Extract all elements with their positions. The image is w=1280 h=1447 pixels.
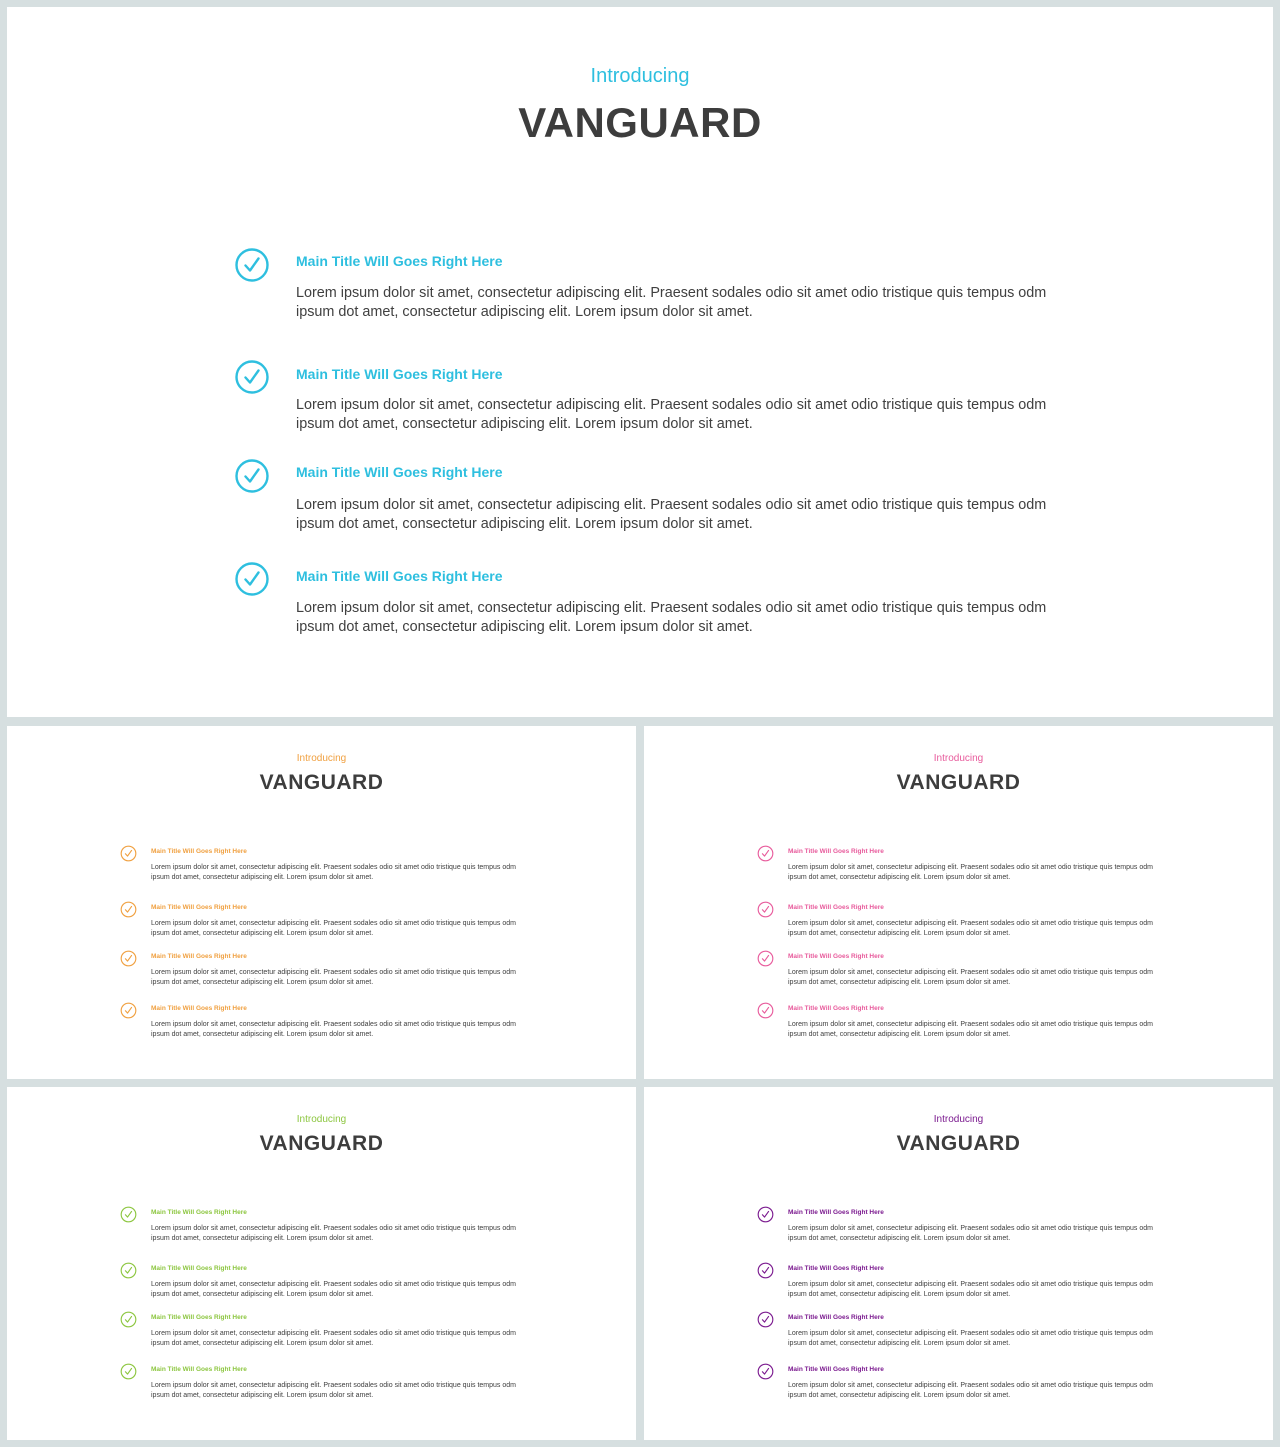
item-title: Main Title Will Goes Right Here bbox=[788, 953, 884, 960]
check-circle-icon bbox=[120, 1002, 137, 1019]
item-body: Lorem ipsum dolor sit amet, consectetur adipiscing elit. Praesent sodales odio sit amet odio tristique quis tempus odm ipsum dot amet, consectetur adipiscing elit. Lorem ipsum dolor sit amet. bbox=[788, 1225, 1153, 1242]
check-circle-icon bbox=[757, 1206, 774, 1223]
item-body: Lorem ipsum dolor sit amet, consectetur adipiscing elit. Praesent sodales odio sit amet odio tristique quis tempus odm ipsum dot amet, consectetur adipiscing elit. Lorem ipsum dolor sit amet. bbox=[151, 1281, 516, 1298]
item-body: Lorem ipsum dolor sit amet, consectetur adipiscing elit. Praesent sodales odio sit amet odio tristique quis tempus odm ipsum dot amet, consectetur adipiscing elit. Lorem ipsum dolor sit amet. bbox=[151, 1382, 516, 1399]
slide-purple bbox=[644, 1087, 1273, 1440]
slide-intro: Introducing bbox=[296, 1114, 347, 1125]
item-body: Lorem ipsum dolor sit amet, consectetur adipiscing elit. Praesent sodales odio sit amet odio tristique quis tempus odm ipsum dot amet, consectetur adipiscing elit. Lorem ipsum dolor sit amet. bbox=[788, 969, 1153, 986]
item-title: Main Title Will Goes Right Here bbox=[788, 848, 884, 855]
item-title: Main Title Will Goes Right Here bbox=[788, 1366, 884, 1373]
item-title: Main Title Will Goes Right Here bbox=[788, 1005, 884, 1012]
item-body: Lorem ipsum dolor sit amet, consectetur adipiscing elit. Praesent sodales odio sit amet odio tristique quis tempus odm ipsum dot amet, consectetur adipiscing elit. Lorem ipsum dolor sit amet. bbox=[296, 397, 1047, 432]
check-circle-icon bbox=[234, 247, 270, 283]
check-circle-icon bbox=[757, 901, 774, 918]
item-body: Lorem ipsum dolor sit amet, consectetur adipiscing elit. Praesent sodales odio sit amet odio tristique quis tempus odm ipsum dot amet, consectetur adipiscing elit. Lorem ipsum dolor sit amet. bbox=[788, 864, 1153, 881]
item-body: Lorem ipsum dolor sit amet, consectetur adipiscing elit. Praesent sodales odio sit amet odio tristique quis tempus odm ipsum dot amet, consectetur adipiscing elit. Lorem ipsum dolor sit amet. bbox=[788, 1382, 1153, 1399]
check-circle-icon bbox=[234, 561, 270, 597]
item-title: Main Title Will Goes Right Here bbox=[788, 1314, 884, 1321]
check-circle-icon bbox=[120, 1311, 137, 1328]
item-body: Lorem ipsum dolor sit amet, consectetur adipiscing elit. Praesent sodales odio sit amet odio tristique quis tempus odm ipsum dot amet, consectetur adipiscing elit. Lorem ipsum dolor sit amet. bbox=[151, 920, 516, 937]
item-body: Lorem ipsum dolor sit amet, consectetur adipiscing elit. Praesent sodales odio sit amet odio tristique quis tempus odm ipsum dot amet, consectetur adipiscing elit. Lorem ipsum dolor sit amet. bbox=[151, 1225, 516, 1242]
slide-title: VANGUARD bbox=[896, 1132, 1021, 1155]
item-title: Main Title Will Goes Right Here bbox=[151, 953, 247, 960]
item-body: Lorem ipsum dolor sit amet, consectetur adipiscing elit. Praesent sodales odio sit amet odio tristique quis tempus odm ipsum dot amet, consectetur adipiscing elit. Lorem ipsum dolor sit amet. bbox=[151, 864, 516, 881]
check-circle-icon bbox=[120, 1363, 137, 1380]
item-title: Main Title Will Goes Right Here bbox=[151, 1314, 247, 1321]
check-circle-icon bbox=[757, 1002, 774, 1019]
check-circle-icon bbox=[234, 359, 270, 395]
check-circle-icon bbox=[234, 458, 270, 494]
slide-title: VANGUARD bbox=[259, 771, 384, 794]
check-circle-icon bbox=[120, 950, 137, 967]
item-body: Lorem ipsum dolor sit amet, consectetur adipiscing elit. Praesent sodales odio sit amet odio tristique quis tempus odm ipsum dot amet, consectetur adipiscing elit. Lorem ipsum dolor sit amet. bbox=[296, 600, 1047, 635]
slide-title: VANGUARD bbox=[896, 771, 1021, 794]
item-body: Lorem ipsum dolor sit amet, consectetur adipiscing elit. Praesent sodales odio sit amet odio tristique quis tempus odm ipsum dot amet, consectetur adipiscing elit. Lorem ipsum dolor sit amet. bbox=[788, 1021, 1153, 1038]
check-circle-icon bbox=[757, 845, 774, 862]
item-body: Lorem ipsum dolor sit amet, consectetur adipiscing elit. Praesent sodales odio sit amet odio tristique quis tempus odm ipsum dot amet, consectetur adipiscing elit. Lorem ipsum dolor sit amet. bbox=[151, 1330, 516, 1347]
item-title: Main Title Will Goes Right Here bbox=[151, 1265, 247, 1272]
slide-intro: Introducing bbox=[590, 65, 690, 87]
item-body: Lorem ipsum dolor sit amet, consectetur adipiscing elit. Praesent sodales odio sit amet odio tristique quis tempus odm ipsum dot amet, consectetur adipiscing elit. Lorem ipsum dolor sit amet. bbox=[296, 497, 1047, 532]
check-circle-icon bbox=[120, 845, 137, 862]
slide-intro: Introducing bbox=[933, 753, 984, 764]
item-title: Main Title Will Goes Right Here bbox=[151, 904, 247, 911]
slide-title: VANGUARD bbox=[518, 99, 762, 146]
check-circle-icon bbox=[120, 1262, 137, 1279]
slide-intro: Introducing bbox=[933, 1114, 984, 1125]
check-circle-icon bbox=[757, 1363, 774, 1380]
slide-main bbox=[7, 7, 1273, 717]
slide-pink bbox=[644, 726, 1273, 1079]
check-circle-icon bbox=[120, 1206, 137, 1223]
slide-intro: Introducing bbox=[296, 753, 347, 764]
item-title: Main Title Will Goes Right Here bbox=[151, 1366, 247, 1373]
check-circle-icon bbox=[757, 950, 774, 967]
check-circle-icon bbox=[120, 901, 137, 918]
item-title: Main Title Will Goes Right Here bbox=[151, 848, 247, 855]
item-title: Main Title Will Goes Right Here bbox=[788, 1265, 884, 1272]
check-circle-icon bbox=[757, 1262, 774, 1279]
slide-green bbox=[7, 1087, 636, 1440]
item-body: Lorem ipsum dolor sit amet, consectetur adipiscing elit. Praesent sodales odio sit amet odio tristique quis tempus odm ipsum dot amet, consectetur adipiscing elit. Lorem ipsum dolor sit amet. bbox=[788, 1330, 1153, 1347]
item-body: Lorem ipsum dolor sit amet, consectetur adipiscing elit. Praesent sodales odio sit amet odio tristique quis tempus odm ipsum dot amet, consectetur adipiscing elit. Lorem ipsum dolor sit amet. bbox=[151, 969, 516, 986]
item-body: Lorem ipsum dolor sit amet, consectetur adipiscing elit. Praesent sodales odio sit amet odio tristique quis tempus odm ipsum dot amet, consectetur adipiscing elit. Lorem ipsum dolor sit amet. bbox=[151, 1021, 516, 1038]
item-body: Lorem ipsum dolor sit amet, consectetur adipiscing elit. Praesent sodales odio sit amet odio tristique quis tempus odm ipsum dot amet, consectetur adipiscing elit. Lorem ipsum dolor sit amet. bbox=[788, 1281, 1153, 1298]
item-body: Lorem ipsum dolor sit amet, consectetur adipiscing elit. Praesent sodales odio sit amet odio tristique quis tempus odm ipsum dot amet, consectetur adipiscing elit. Lorem ipsum dolor sit amet. bbox=[296, 285, 1047, 320]
item-title: Main Title Will Goes Right Here bbox=[296, 366, 503, 382]
item-title: Main Title Will Goes Right Here bbox=[151, 1005, 247, 1012]
item-title: Main Title Will Goes Right Here bbox=[296, 568, 503, 584]
item-title: Main Title Will Goes Right Here bbox=[151, 1209, 247, 1216]
item-title: Main Title Will Goes Right Here bbox=[788, 904, 884, 911]
item-title: Main Title Will Goes Right Here bbox=[788, 1209, 884, 1216]
item-body: Lorem ipsum dolor sit amet, consectetur adipiscing elit. Praesent sodales odio sit amet odio tristique quis tempus odm ipsum dot amet, consectetur adipiscing elit. Lorem ipsum dolor sit amet. bbox=[788, 920, 1153, 937]
item-title: Main Title Will Goes Right Here bbox=[296, 464, 503, 480]
slide-orange bbox=[7, 726, 636, 1079]
item-title: Main Title Will Goes Right Here bbox=[296, 253, 503, 269]
slide-title: VANGUARD bbox=[259, 1132, 384, 1155]
check-circle-icon bbox=[757, 1311, 774, 1328]
